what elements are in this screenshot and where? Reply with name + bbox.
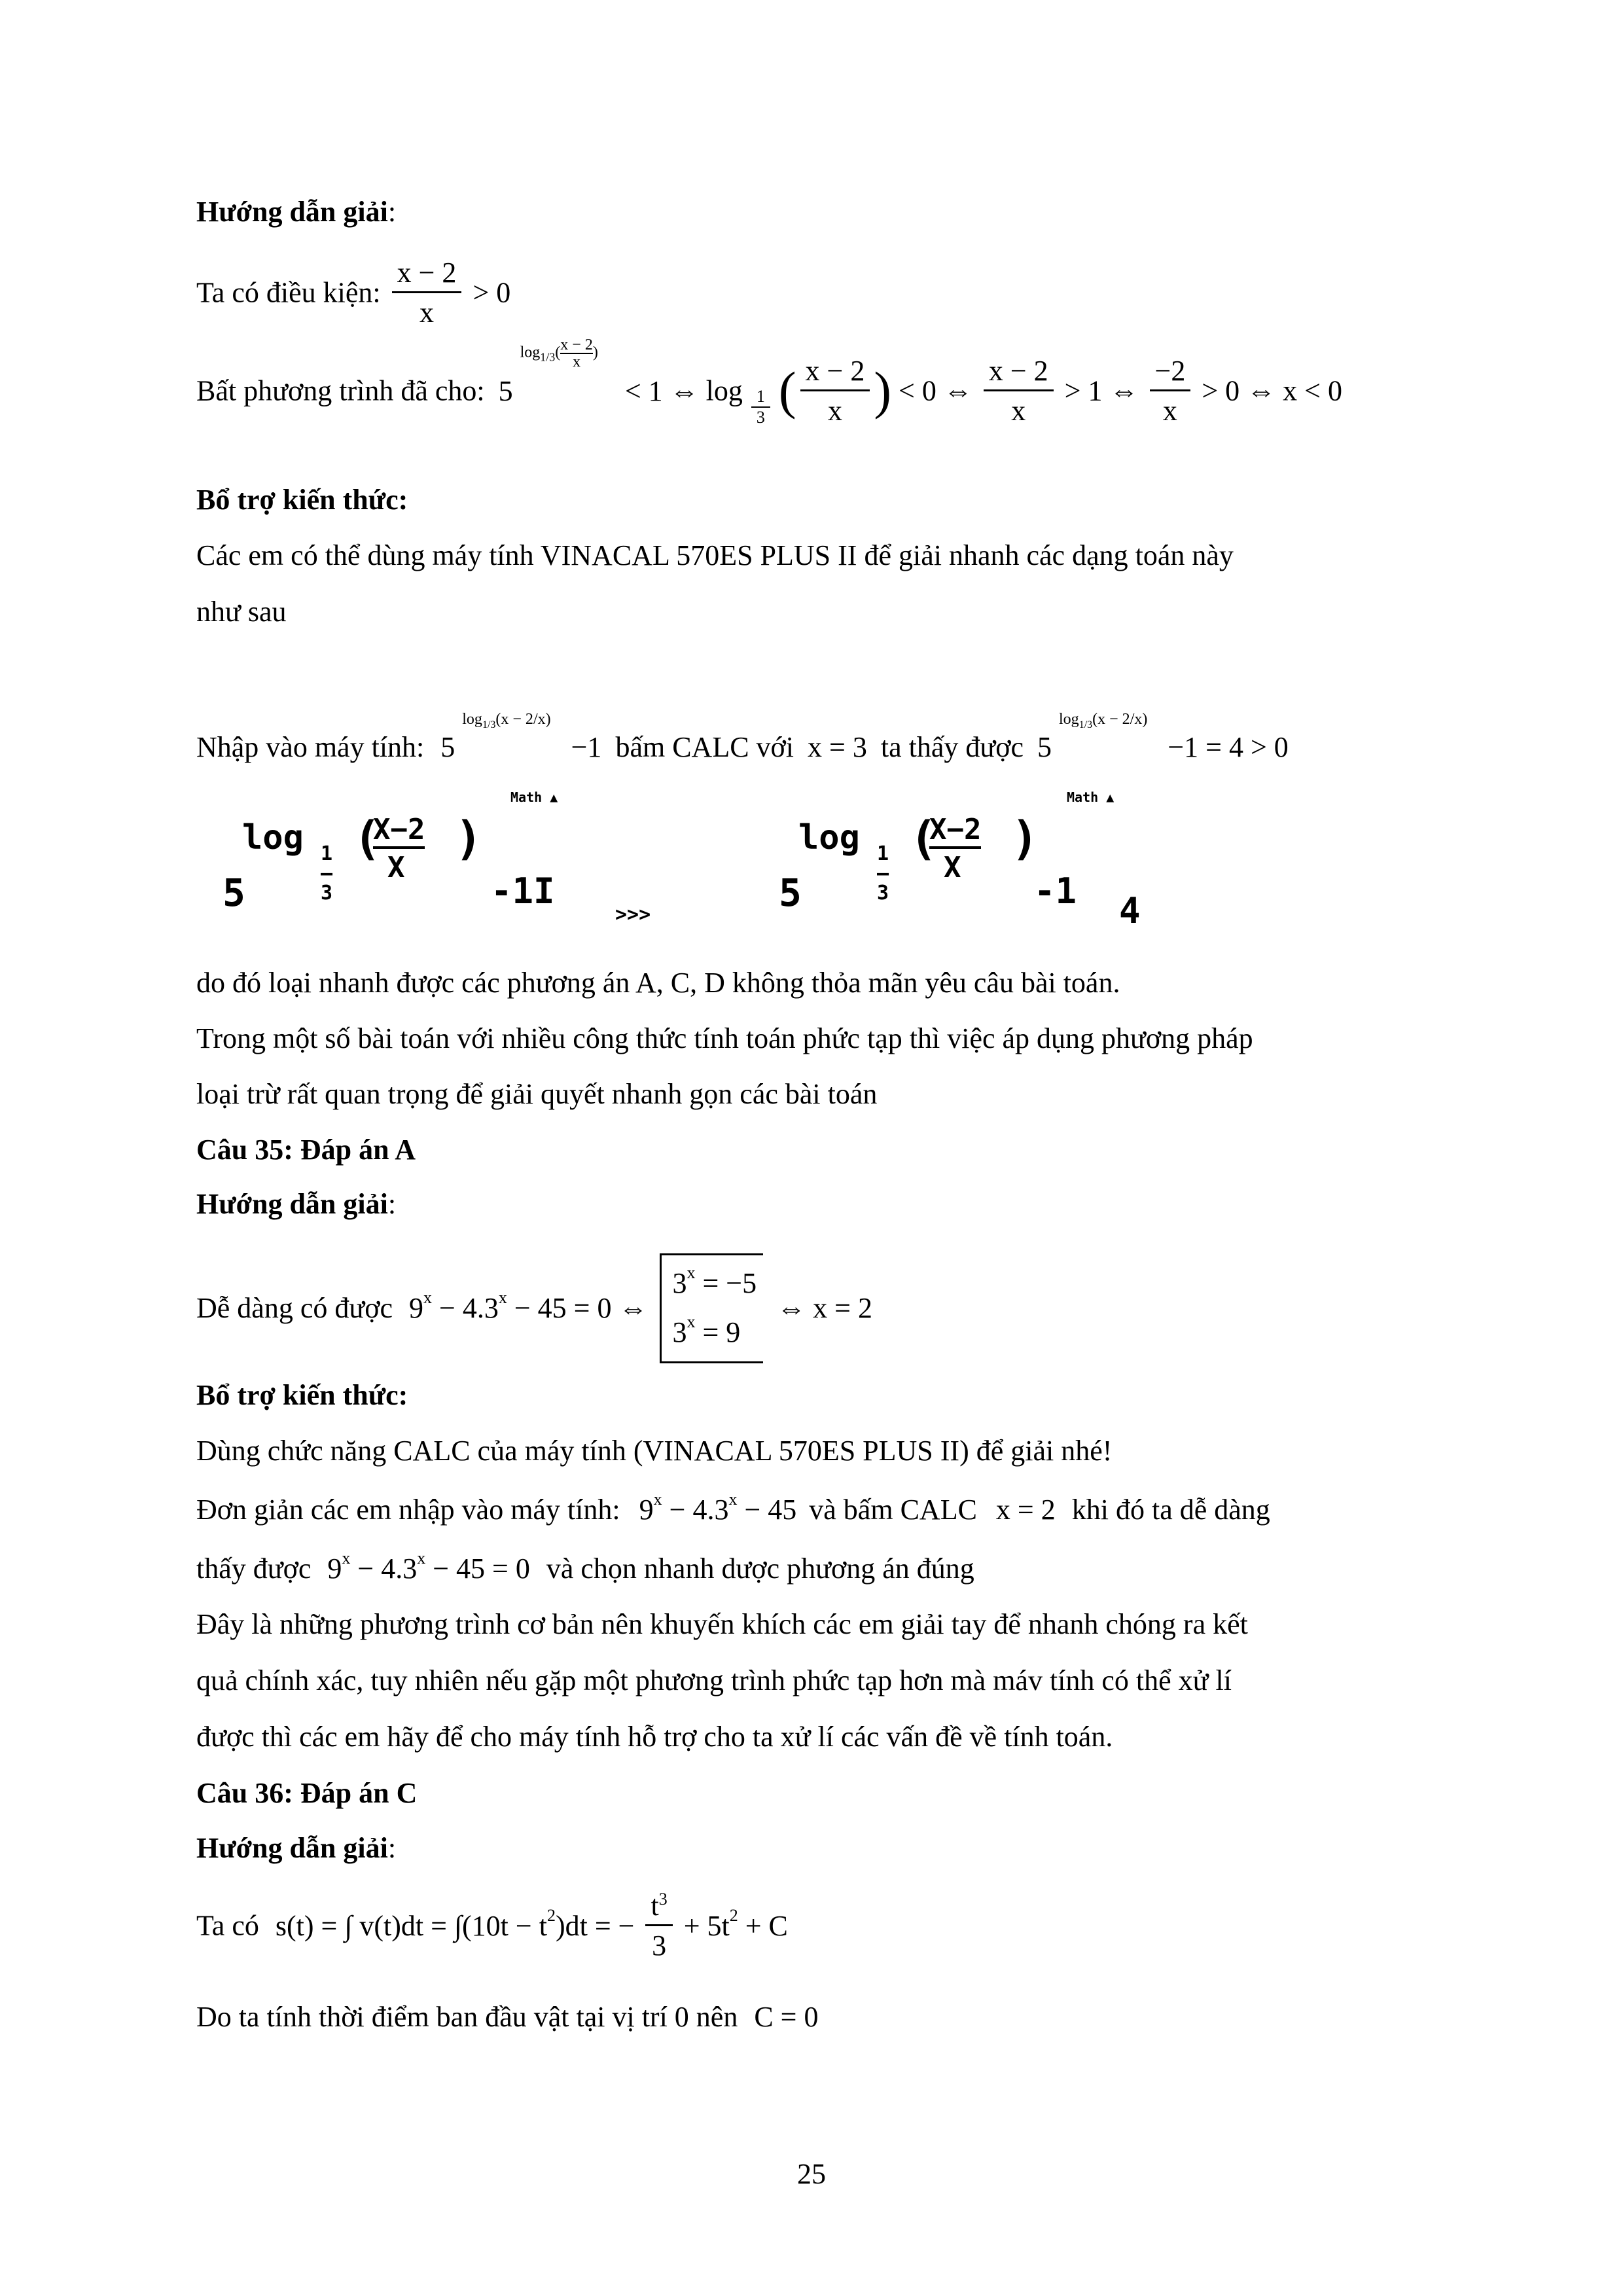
paragraph-day-la-1: Đây là những phương trình cơ bản nên khuyến khích các em giải tay để nhanh chóng ra kết xyxy=(196,1608,1248,1640)
calc-math-indicator-2: Math ▲ xyxy=(1067,789,1115,805)
line-de-dang: Dễ dàng có được $9^x - 4.3^x - 45 = 0$ ⇔ $3^x = -5$ $3^x = 9$ ⇔ x = 2 xyxy=(196,1253,872,1363)
calc-screen-1: Math ▲ log 1 — 3 ( X−2 X ) 5 -1I xyxy=(223,789,558,915)
line-don-gian: Đơn giản các em nhập vào máy tính: $9^x - 4.3^x - 45$ và bấm CALC x = 2 khi đó ta dễ dàng xyxy=(196,1490,1270,1526)
paragraph-calc-1: Các em có thể dùng máy tính VINACAL 570ES PLUS II để giải nhanh các dạng toán này xyxy=(196,539,1234,571)
line-dieu-kien: Ta có điều kiện: $\frac{x - 2}{x}$ > 0 xyxy=(196,257,511,329)
calc-screen-2: Math ▲ log 1 — 3 ( X−2 X ) 5 -1 4 xyxy=(779,789,1141,931)
paragraph-calc-2: như sau xyxy=(196,596,287,628)
heading-cau-35: Câu 35: Đáp án A xyxy=(196,1134,416,1166)
line-ta-co-s-t: Ta có s(t) = ∫ $v(t)dt = \int(10t - t^2)dt$ = − $\frac{t^3}{3}$ + $5t^2 + C$ xyxy=(196,1890,788,1962)
heading-huong-dan-3: Hướng dẫn giải: xyxy=(196,1832,397,1864)
paragraph-dung-chuc-nang: Dùng chức năng CALC của máy tính (VINACAL 570ES PLUS II) để giải nhé! xyxy=(196,1435,1113,1467)
paragraph-day-la-2: quả chính xác, tuy nhiên nếu gặp một phương trình phức tạp hơn mà máv tính có thể xử lí xyxy=(196,1664,1232,1696)
nhap-exponent: log1/3(x − 2/x) xyxy=(462,711,551,730)
calc-arrows: >>> xyxy=(615,903,651,926)
line-thay-duoc: thấy được $9^x - 4.3^x - 45 = 0$ và chọn nhanh dược phương án đúng xyxy=(196,1549,974,1585)
paragraph-day-la-3: được thì các em hãy để cho máy tính hỗ trợ cho ta xử lí các vấn đề về tính toán. xyxy=(196,1721,1113,1753)
calc-result: 4 xyxy=(1119,890,1141,931)
heading-cau-36: Câu 36: Đáp án C xyxy=(196,1777,418,1809)
heading-bo-tro-1: Bổ trợ kiến thức: xyxy=(196,484,408,516)
page-number: 25 xyxy=(797,2158,826,2190)
line-bpt: Bất phương trình đã cho: 5 $\log_{1/3}$( $\frac{x - 2}{x}$ ) < 1 ⇔ log $\frac{1}{3}$ ( $\frac{x - 2}{x}$ ) < 0 ⇔ $\frac{x - 2}{x}$ > 1 ⇔ $\frac{-2}{x}$ > 0 ⇔ x < 0 xyxy=(196,336,1342,427)
heading-bo-tro-2: Bổ trợ kiến thức: xyxy=(196,1379,408,1411)
paragraph-trong-2: loại trừ rất quan trọng để giải quyết nhanh gọn các bài toán xyxy=(196,1078,878,1110)
paragraph-do-do: do đó loại nhanh được các phương án A, C, D không thỏa mãn yêu câu bài toán. xyxy=(196,967,1120,999)
line-do-ta: Do ta tính thời điểm ban đầu vật tại vị trí 0 nên C = 0 xyxy=(196,2001,819,2033)
heading-huong-dan-1: Hướng dẫn giải: xyxy=(196,196,397,228)
calc-math-indicator: Math ▲ xyxy=(510,789,558,805)
paragraph-trong-1: Trong một số bài toán với nhiều công thức tính toán phức tạp thì việc áp dụng phương pháp xyxy=(196,1022,1253,1054)
case-bracket: $3^x = -5$ $3^x = 9$ xyxy=(660,1253,763,1363)
line-nhap-may-tinh: Nhập vào máy tính: 5 $^{log_{1/3}(x - 2/x)}$ −1 bấm CALC với x = 3 ta thấy được 5 $^{log_{1/3}(x - 2/x)}$ −1 = 4 > 0 xyxy=(196,711,1289,763)
exponent-log: $\log_{1/3}$( $\frac{x - 2}{x}$ ) xyxy=(520,336,598,370)
heading-huong-dan-2: Hướng dẫn giải: xyxy=(196,1188,397,1220)
frac-x-minus-2-over-x: $\frac{x - 2}{x}$ xyxy=(392,259,462,327)
